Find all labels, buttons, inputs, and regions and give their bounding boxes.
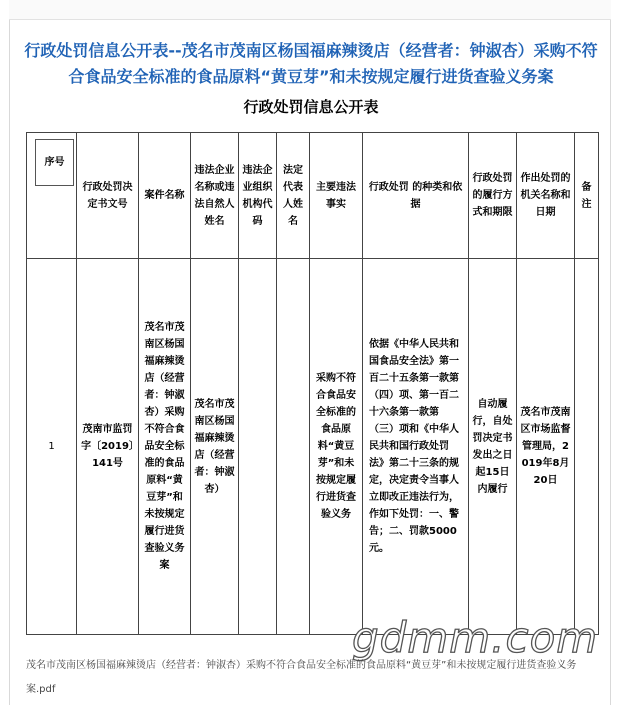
header-authority: 作出处罚的机关名称和日期 (517, 133, 575, 259)
header-org-code: 违法企业组织机构代码 (239, 133, 277, 259)
page-title: 行政处罚信息公开表--茂名市茂南区杨国福麻辣烫店（经营者：钟淑杏）采购不符合食品安全标准的食品原料“黄豆芽”和未按规定履行进货查验义务案 (24, 41, 598, 86)
cell-facts: 采购不符合食品安全标准的食品原料“黄豆芽”和未按规定履行进货查验义务 (310, 259, 363, 635)
cell-legal-rep (277, 259, 310, 635)
table-subtitle: 行政处罚信息公开表 (243, 98, 379, 116)
header-legal-rep: 法定代表人姓名 (277, 133, 310, 259)
header-facts: 主要违法事实 (310, 133, 363, 259)
header-party: 违法企业名称或违法自然人姓名 (191, 133, 239, 259)
top-bar (9, 0, 611, 20)
cell-seq: 1 (27, 259, 77, 635)
cell-execution: 自动履行，自处罚决定书发出之日起15日内履行 (469, 259, 517, 635)
cell-party: 茂名市茂南区杨国福麻辣烫店（经营者：钟淑杏） (191, 259, 239, 635)
attachment-link[interactable]: 茂名市茂南区杨国福麻辣烫店（经营者：钟淑杏）采购不符合食品安全标准的食品原料“黄豆芽”和未按规定履行进货查验义务案.pdf (26, 660, 577, 695)
table-header-row (27, 133, 599, 259)
penalty-info-table (26, 132, 599, 635)
table-row (27, 259, 599, 635)
header-penalty: 行政处罚 的种类和依据 (363, 133, 469, 259)
header-seq-label: 序号 (35, 139, 74, 186)
header-seq (27, 133, 77, 259)
header-execution: 行政处罚的履行方式和期限 (469, 133, 517, 259)
cell-penalty: 依据《中华人民共和国食品安全法》第一百二十五条第一款第（四）项、第一百二十六条第一款第（三）项和《中华人民共和国行政处罚法》第二十三条的规定，决定责令当事人立即改正违法行为，作如下处罚：一、警告；二、罚款5000元。 (363, 259, 469, 635)
cell-doc-no: 茂南市监罚字〔2019〕141号 (77, 259, 139, 635)
cell-remark (575, 259, 599, 635)
cell-authority: 茂名市茂南区市场监督管理局，2019年8月20日 (517, 259, 575, 635)
header-case-name: 案件名称 (139, 133, 191, 259)
header-remark: 备注 (575, 133, 599, 259)
cell-org-code (239, 259, 277, 635)
header-doc-no: 行政处罚决定书文号 (77, 133, 139, 259)
site-watermark: gdmm.com (352, 613, 599, 662)
cell-case-name: 茂名市茂南区杨国福麻辣烫店（经营者：钟淑杏）采购不符合食品安全标准的食品原料“黄豆芽”和未按规定履行进货查验义务案 (139, 259, 191, 635)
